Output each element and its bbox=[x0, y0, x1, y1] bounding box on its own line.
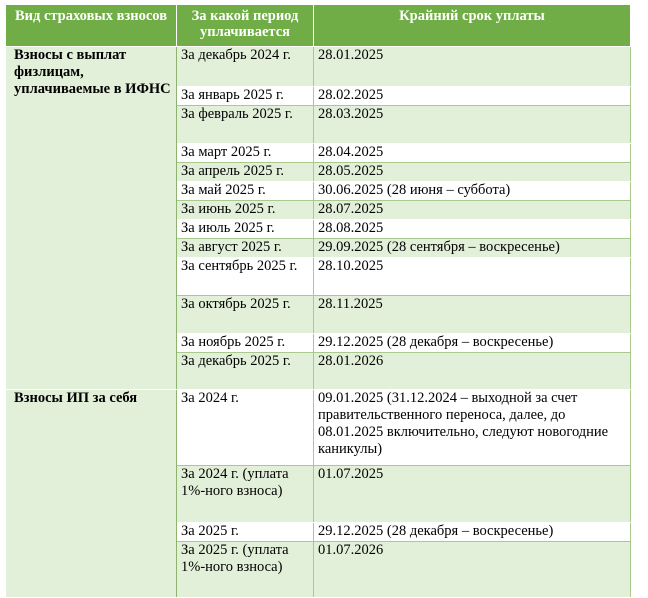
period-cell: За 2025 г. bbox=[177, 523, 314, 542]
insurance-deadlines-table bbox=[5, 4, 631, 598]
deadline-cell: 30.06.2025 (28 июня – суббота) bbox=[314, 182, 631, 201]
period-cell: За 2024 г. (уплата 1%-ного взноса) bbox=[177, 466, 314, 523]
period-cell: За октябрь 2025 г. bbox=[177, 296, 314, 334]
category-cell: Взносы с выплат физлицам, уплачиваемые в ИФНС bbox=[6, 47, 177, 390]
period-cell: За апрель 2025 г. bbox=[177, 163, 314, 182]
period-cell: За декабрь 2025 г. bbox=[177, 353, 314, 390]
period-cell: За февраль 2025 г. bbox=[177, 106, 314, 144]
deadline-cell: 28.05.2025 bbox=[314, 163, 631, 182]
deadline-cell: 28.08.2025 bbox=[314, 220, 631, 239]
period-cell: За июнь 2025 г. bbox=[177, 201, 314, 220]
deadline-cell: 29.09.2025 (28 сентября – воскресенье) bbox=[314, 239, 631, 258]
period-cell: За сентябрь 2025 г. bbox=[177, 258, 314, 296]
period-cell: За 2024 г. bbox=[177, 390, 314, 466]
deadline-cell: 01.07.2026 bbox=[314, 542, 631, 598]
category-cell: Взносы ИП за себя bbox=[6, 390, 177, 598]
table-row bbox=[6, 47, 631, 87]
header-contribution-type: Вид страховых взносов bbox=[6, 5, 177, 47]
period-cell: За март 2025 г. bbox=[177, 144, 314, 163]
period-cell: За июль 2025 г. bbox=[177, 220, 314, 239]
deadline-cell: 28.01.2025 bbox=[314, 47, 631, 87]
deadline-cell: 09.01.2025 (31.12.2024 – выходной за счет правительственного переноса, далее, до 08.01.2025 включительно, следуют новогодние каникулы) bbox=[314, 390, 631, 466]
deadline-cell: 28.01.2026 bbox=[314, 353, 631, 390]
deadline-cell: 01.07.2025 bbox=[314, 466, 631, 523]
deadline-cell: 29.12.2025 (28 декабря – воскресенье) bbox=[314, 334, 631, 353]
period-cell: За май 2025 г. bbox=[177, 182, 314, 201]
deadline-cell: 29.12.2025 (28 декабря – воскресенье) bbox=[314, 523, 631, 542]
table-header-row bbox=[6, 5, 631, 47]
period-cell: За август 2025 г. bbox=[177, 239, 314, 258]
deadline-cell: 28.03.2025 bbox=[314, 106, 631, 144]
header-deadline: Крайний срок уплаты bbox=[314, 5, 631, 47]
period-cell: За январь 2025 г. bbox=[177, 87, 314, 106]
deadline-cell: 28.04.2025 bbox=[314, 144, 631, 163]
period-cell: За ноябрь 2025 г. bbox=[177, 334, 314, 353]
period-cell: За декабрь 2024 г. bbox=[177, 47, 314, 87]
deadline-cell: 28.10.2025 bbox=[314, 258, 631, 296]
deadline-cell: 28.07.2025 bbox=[314, 201, 631, 220]
deadline-cell: 28.02.2025 bbox=[314, 87, 631, 106]
table-row bbox=[6, 390, 631, 466]
period-cell: За 2025 г. (уплата 1%-ного взноса) bbox=[177, 542, 314, 598]
header-period: За какой период уплачивается bbox=[177, 5, 314, 47]
deadline-cell: 28.11.2025 bbox=[314, 296, 631, 334]
